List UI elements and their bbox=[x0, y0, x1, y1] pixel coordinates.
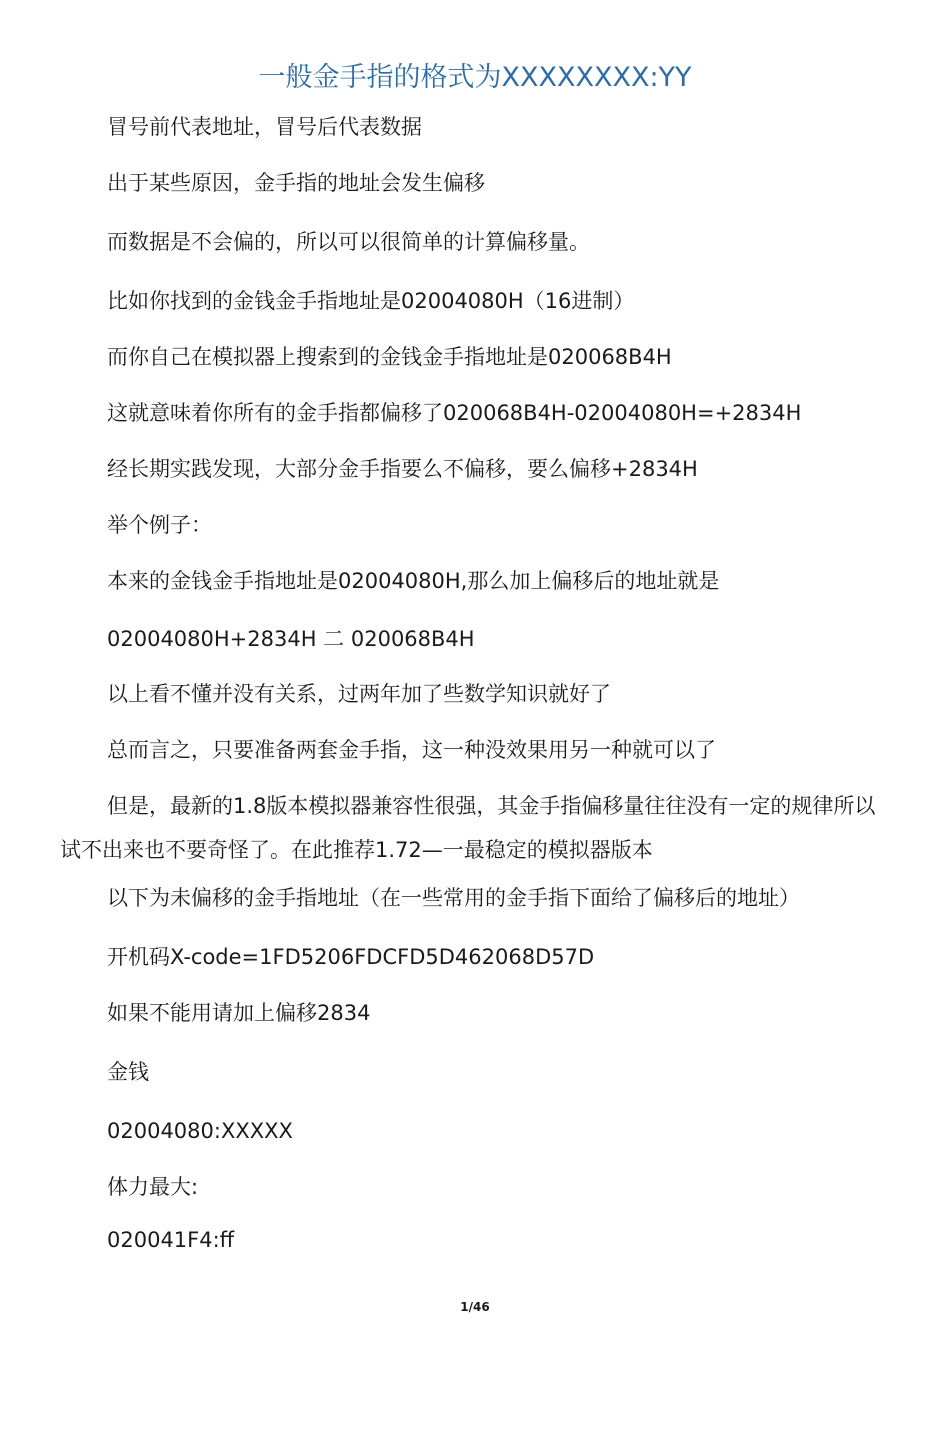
paragraph-boot-code: 开机码X-code=1FD5206FDCFD5D462068D57D bbox=[107, 945, 595, 969]
paragraph-no-worry: 以上看不懂并没有关系，过两年加了些数学知识就好了 bbox=[107, 682, 611, 706]
paragraph-list-intro: 以下为未偏移的金手指地址（在一些常用的金手指下面给了偏移后的地址） bbox=[107, 886, 800, 910]
page-number: 1/46 bbox=[460, 1300, 490, 1314]
paragraph-money-code: 02004080:XXXXX bbox=[107, 1119, 293, 1143]
paragraph-example-original: 本来的金钱金手指地址是02004080H,那么加上偏移后的地址就是 bbox=[107, 569, 720, 593]
paragraph-summary: 总而言之，只要准备两套金手指，这一种没效果用另一种就可以了 bbox=[107, 738, 716, 762]
paragraph-example-heading: 举个例子： bbox=[107, 513, 212, 537]
document-title: 一般金手指的格式为XXXXXXXX:YY bbox=[258, 62, 692, 93]
paragraph-version-note: 但是，最新的1.8版本模拟器兼容性很强，其金手指偏移量往往没有一定的规律所以试不出来也不要奇怪了。在此推荐1.72—一最稳定的模拟器版本 bbox=[60, 794, 876, 862]
paragraph-stamina-label: 体力最大: bbox=[107, 1175, 199, 1199]
paragraph-offset-reason: 出于某些原因，金手指的地址会发生偏移 bbox=[107, 171, 485, 195]
paragraph-colon-meaning: 冒号前代表地址，冒号后代表数据 bbox=[107, 115, 422, 139]
paragraph-emulator-address: 而你自己在模拟器上搜索到的金钱金手指地址是020068B4H bbox=[107, 345, 672, 369]
paragraph-example-formula: 02004080H+2834H 二 020068B4H bbox=[107, 627, 475, 651]
paragraph-stamina-code: 020041F4:ff bbox=[107, 1228, 235, 1252]
paragraph-practice-finding: 经长期实践发现，大部分金手指要么不偏移，要么偏移+2834H bbox=[107, 457, 698, 481]
paragraph-offset-hint: 如果不能用请加上偏移2834 bbox=[107, 1001, 371, 1025]
paragraph-found-address: 比如你找到的金钱金手指地址是02004080H（16进制） bbox=[107, 289, 635, 313]
paragraph-data-not-offset: 而数据是不会偏的，所以可以很简单的计算偏移量。 bbox=[107, 230, 590, 254]
paragraph-offset-calculation: 这就意味着你所有的金手指都偏移了020068B4H-02004080H=+2834H bbox=[107, 401, 802, 425]
paragraph-money-label: 金钱 bbox=[107, 1060, 149, 1084]
